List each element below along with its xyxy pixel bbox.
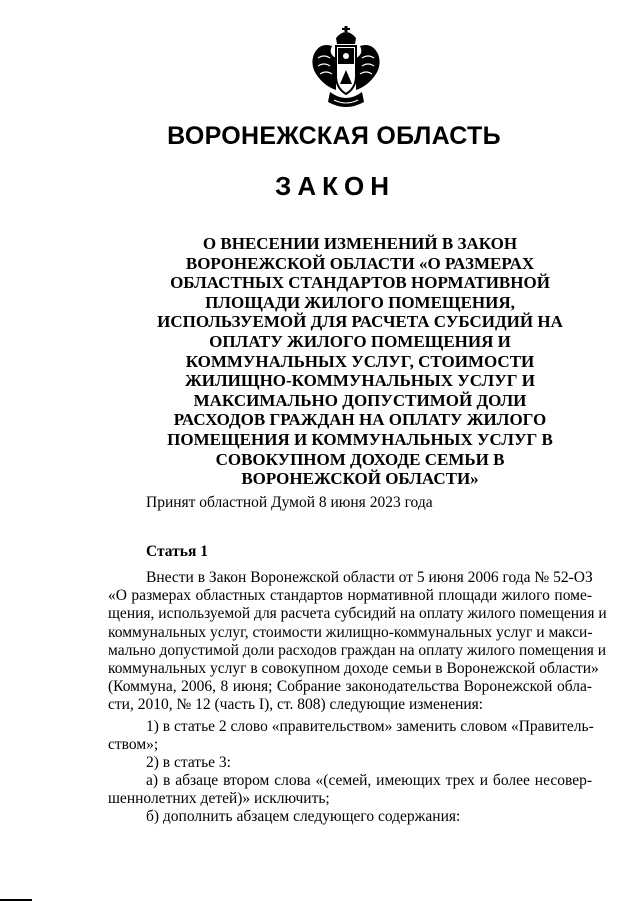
coat-of-arms-emblem: [306, 24, 386, 114]
region-title: ВОРОНЕЖСКАЯ ОБЛАСТЬ: [167, 122, 501, 150]
law-title-line: О ВНЕСЕНИИ ИЗМЕНЕНИЙ В ЗАКОН: [202, 234, 518, 253]
page-edge-mark: [0, 899, 32, 901]
law-title-line: ВОРОНЕЖСКОЙ ОБЛАСТИ «О РАЗМЕРАХ: [185, 253, 535, 273]
law-title-line: КОММУНАЛЬНЫХ УСЛУГ, СТОИМОСТИ: [185, 351, 535, 371]
adoption-date: Принят областной Думой 8 июня 2023 года: [146, 494, 433, 511]
paragraph-line: «О размерах областных стандартов нормативной площади жилого поме-: [108, 587, 592, 605]
item-1-paragraph: [108, 718, 592, 754]
item-2a-paragraph: [108, 772, 592, 808]
paragraph-line: шеннолетних детей)» исключить;: [108, 790, 330, 808]
paragraph-line: б) дополнить абзацем следующего содержания:: [146, 808, 461, 825]
law-title-line: ПЛОЩАДИ ЖИЛОГО ПОМЕЩЕНИЯ,: [205, 292, 515, 312]
law-title: [150, 234, 570, 489]
paragraph-line: 1) в статье 2 слово «правительством» заменить словом «Правитель-: [146, 718, 594, 735]
item-2-paragraph: [108, 754, 592, 772]
law-title-line: ВОРОНЕЖСКОЙ ОБЛАСТИ»: [241, 469, 479, 489]
law-title-line: ОПЛАТУ ЖИЛОГО ПОМЕЩЕНИЯ И: [209, 331, 511, 351]
law-title-line: ИСПОЛЬЗУЕМОЙ ДЛЯ РАСЧЕТА СУБСИДИЙ НА: [157, 312, 563, 332]
paragraph-line: коммунальных услуг в совокупном доходе семьи в Воронежской области»: [108, 660, 599, 678]
paragraph-line: мально допустимой доли расходов граждан на оплату жилого помещения и: [108, 641, 607, 659]
paragraph-line: (Коммуна, 2006, 8 июня; Собрание законодательства Воронежской обла-: [108, 678, 592, 696]
law-title-line: МАКСИМАЛЬНО ДОПУСТИМОЙ ДОЛИ: [193, 390, 527, 410]
law-title-line: ЖИЛИЩНО-КОММУНАЛЬНЫХ УСЛУГ И: [184, 371, 535, 391]
law-title-line: ПОМЕЩЕНИЯ И КОММУНАЛЬНЫХ УСЛУГ В: [167, 429, 553, 449]
paragraph-line: ством»;: [108, 736, 159, 754]
article-intro-paragraph: [108, 569, 607, 715]
law-title-line: ОБЛАСТНЫХ СТАНДАРТОВ НОРМАТИВНОЙ: [170, 273, 550, 293]
paragraph-line: коммунальных услуг, стоимости жилищно-коммунальных услуг и макси-: [108, 623, 593, 641]
item-2b-paragraph: [108, 808, 592, 826]
document-type: ЗАКОН: [275, 171, 395, 201]
paragraph-line: Внести в Закон Воронежской области от 5 июня 2006 года № 52-ОЗ: [146, 569, 593, 586]
law-title-line: РАСХОДОВ ГРАЖДАН НА ОПЛАТУ ЖИЛОГО: [173, 410, 547, 430]
law-title-line: СОВОКУПНОМ ДОХОДЕ СЕМЬИ В: [215, 449, 505, 469]
paragraph-line: а) в абзаце втором слова «(семей, имеющих трех и более несовер-: [146, 772, 592, 789]
paragraph-line: сти, 2010, № 12 (часть I), ст. 808) следующие изменения:: [108, 696, 484, 714]
paragraph-line: 2) в статье 3:: [146, 754, 231, 771]
paragraph-line: щения, используемой для расчета субсидий на оплату жилого помещения и: [108, 605, 607, 623]
article-heading: Статья 1: [146, 543, 208, 560]
